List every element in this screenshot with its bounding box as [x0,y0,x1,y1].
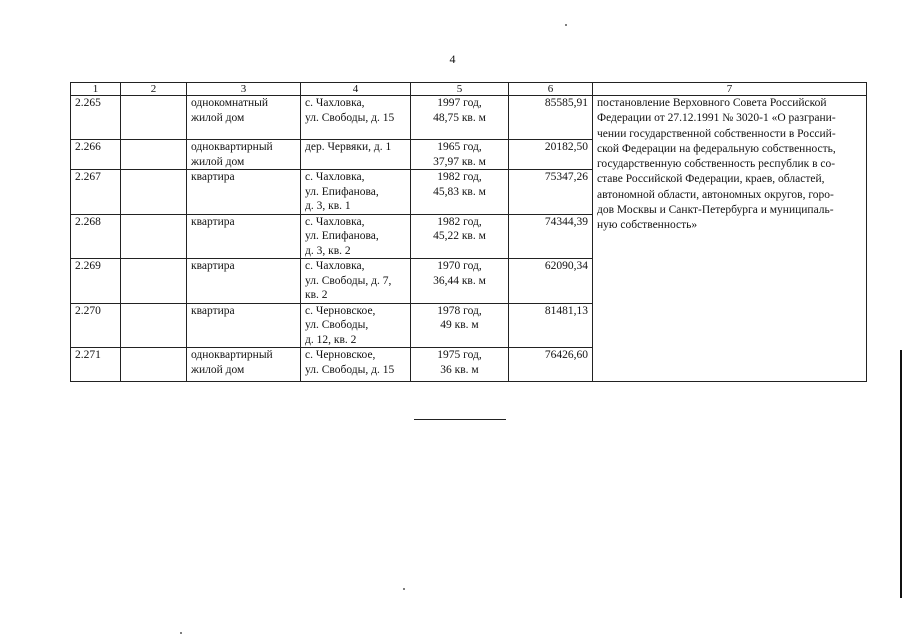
cell-number: 2.271 [71,348,121,382]
cell-line: 48,75 кв. м [433,111,486,124]
cell-line: 45,83 кв. м [433,185,486,198]
cell-line: чении государственной собственности в Россий- [597,127,836,140]
table-header-row [71,83,867,96]
cell-line: ул. Епифанова, [305,185,379,198]
header-col-6: 6 [509,83,593,96]
cell-object-type [187,170,301,215]
cell-value: 20182,50 [509,140,593,170]
cell-line: кв. 2 [305,289,328,301]
cell-line: д. 12, кв. 2 [305,333,357,346]
cell-col2 [121,348,187,382]
cell-line: однокомнатный [191,97,269,109]
cell-line: 1965 год, [437,141,482,153]
scan-speck [565,24,567,26]
cell-line: квартира [191,171,235,183]
cell-object-type [187,348,301,382]
cell-value: 85585,91 [509,96,593,140]
header-col-3: 3 [187,83,301,96]
table-body [71,96,867,382]
cell-value: 75347,26 [509,170,593,215]
cell-line: 36 кв. м [440,363,479,376]
cell-col2 [121,214,187,259]
cell-line: дов Москвы и Санкт-Петербурга и муниципаль- [597,204,834,217]
cell-line: ул. Епифанова, [305,230,379,242]
cell-line: с. Черновское, [305,304,376,317]
cell-line: жилой дом [191,155,245,168]
cell-value: 62090,34 [509,259,593,304]
cell-line: одноквартирный [191,141,273,153]
cell-number: 2.265 [71,96,121,140]
cell-line: жилой дом [191,363,245,376]
cell-line: квартира [191,304,235,317]
header-col-2: 2 [121,83,187,96]
cell-line: 1982 год, [437,215,482,228]
cell-line: с. Чахловка, [305,260,365,272]
cell-address [301,259,411,304]
header-col-1: 1 [71,83,121,96]
scan-speck [403,588,405,590]
cell-line: с. Черновское, [305,349,376,361]
cell-address [301,140,411,170]
cell-object-type [187,140,301,170]
cell-line: ставе Российской Федерации, краев, областей, [597,173,825,186]
header-col-7: 7 [593,83,867,96]
cell-col2 [121,170,187,215]
property-registry-table [70,82,867,382]
cell-line: 1970 год, [437,260,482,272]
page-number: 4 [449,52,456,66]
cell-year-area [411,140,509,170]
cell-line: ул. Свободы, д. 15 [305,111,395,124]
cell-year-area [411,170,509,215]
cell-legal-basis [593,96,867,382]
cell-line: постановление Верховного Совета Российской [597,97,827,109]
cell-line: 45,22 кв. м [433,230,486,242]
cell-number: 2.270 [71,303,121,348]
cell-line: ул. Свободы, д. 7, [305,274,392,287]
cell-address [301,303,411,348]
cell-line: одноквартирный [191,349,273,361]
cell-line: ную собственность» [597,219,698,232]
cell-number: 2.268 [71,214,121,259]
cell-year-area [411,259,509,304]
cell-year-area [411,96,509,140]
cell-year-area [411,303,509,348]
scan-edge-mark [900,350,902,598]
cell-object-type [187,259,301,304]
cell-value: 81481,13 [509,303,593,348]
cell-year-area [411,348,509,382]
end-of-table-rule [414,419,506,420]
scan-speck [180,632,182,634]
cell-line: с. Чахловка, [305,215,365,228]
header-col-4: 4 [301,83,411,96]
cell-line: 1975 год, [437,349,482,361]
cell-number: 2.266 [71,140,121,170]
cell-line: жилой дом [191,111,245,124]
cell-number: 2.269 [71,259,121,304]
cell-line: государственную собственность республик в со- [597,158,836,171]
cell-number: 2.267 [71,170,121,215]
cell-year-area [411,214,509,259]
cell-col2 [121,259,187,304]
cell-col2 [121,140,187,170]
cell-line: 1997 год, [437,97,482,109]
cell-address [301,348,411,382]
cell-line: дер. Червяки, д. 1 [305,141,392,153]
cell-object-type [187,96,301,140]
cell-col2 [121,96,187,140]
cell-line: ской Федерации на федеральную собственность, [597,142,836,155]
cell-value: 76426,60 [509,348,593,382]
cell-line: Федерации от 27.12.1991 № 3020-1 «О разграни- [597,112,836,125]
cell-address [301,214,411,259]
cell-line: 37,97 кв. м [433,155,486,168]
cell-line: 49 кв. м [440,319,479,331]
cell-line: 1978 год, [437,304,482,317]
cell-line: с. Чахловка, [305,171,365,183]
cell-line: квартира [191,215,235,228]
cell-address [301,96,411,140]
cell-line: 36,44 кв. м [433,274,486,287]
cell-line: с. Чахловка, [305,97,365,109]
header-col-5: 5 [411,83,509,96]
table-row [71,96,867,140]
cell-line: автономной области, автономных округов, горо- [597,188,834,201]
cell-line: д. 3, кв. 1 [305,200,351,212]
cell-col2 [121,303,187,348]
cell-value: 74344,39 [509,214,593,259]
cell-object-type [187,303,301,348]
cell-address [301,170,411,215]
cell-line: ул. Свободы, [305,319,369,331]
cell-object-type [187,214,301,259]
cell-line: квартира [191,260,235,272]
cell-line: д. 3, кв. 2 [305,244,351,257]
cell-line: 1982 год, [437,171,482,183]
cell-line: ул. Свободы, д. 15 [305,363,395,376]
